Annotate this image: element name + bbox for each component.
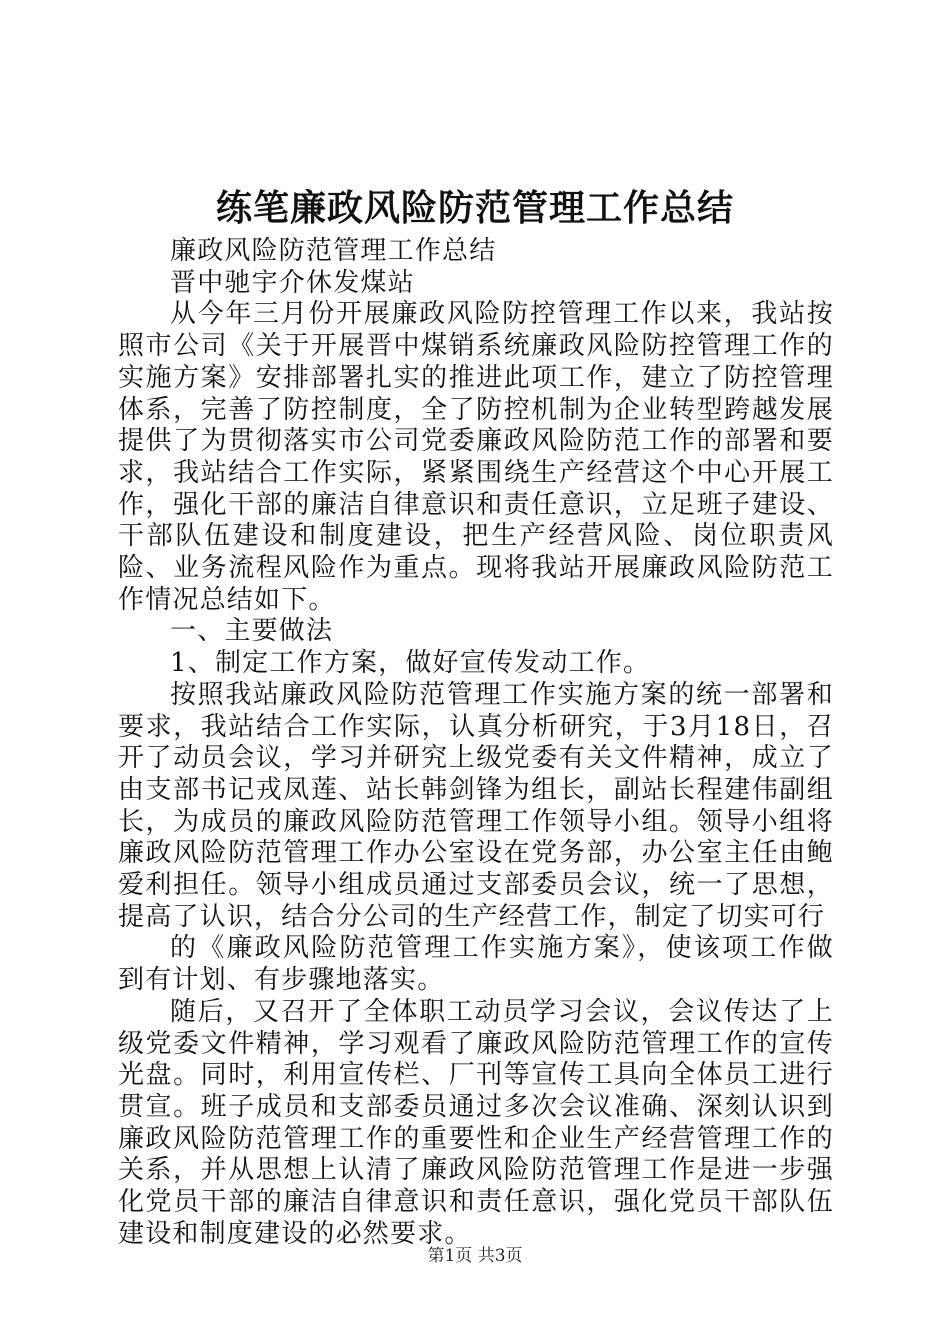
document-title: 练笔廉政风险防范管理工作总结 [215,187,734,229]
paragraph-implementation-plan: 的《廉政风险防范管理工作实施方案》，使该项工作做到有计划、有步骤地落实。 [118,933,834,996]
subsection-heading-work-plan: 1、制定工作方案，做好宣传发动工作。 [170,648,651,679]
paragraph-mobilization-meeting: 随后，又召开了全体职工动员学习会议，会议传达了上级党委文件精神，学习观看了廉政风险防范管理工作的宣传光盘。同时，利用宣传栏、厂刊等宣传工具向全体员工进行贯宣。班子成员和支部委员通过多次会议准确、深刻认识到廉政风险防范管理工作的重要性和企业生产经营管理工作的关系，并从思想上认清了廉政风险防范管理工作是进一步强化党员干部的廉洁自律意识和责任意识，强化党员干部队伍建设和制度建设的必然要求。 [118,996,834,1249]
document-body [118,236,834,1251]
paragraph-work-plan: 按照我站廉政风险防范管理工作实施方案的统一部署和要求，我站结合工作实际，认真分析研究，于3月18日，召开了动员会议，学习并研究上级党委有关文件精神，成立了由支部书记戎凤莲、站长韩剑锋为组长，副站长程建伟副组长，为成员的廉政风险防范管理工作领导小组。领导小组将廉政风险防范管理工作办公室设在党务部，办公室主任由鲍爱利担任。领导小组成员通过支部委员会议，统一了思想，提高了认识，结合分公司的生产经营工作，制定了切实可行 [118,679,834,932]
paragraph-organization: 晋中驰宇介休发煤站 [170,267,415,298]
section-heading-main-methods: 一、主要做法 [170,616,334,647]
paragraph-subtitle: 廉政风险防范管理工作总结 [170,236,497,266]
paragraph-intro: 从今年三月份开展廉政风险防控管理工作以来，我站按照市公司《关于开展晋中煤销系统廉政风险防控管理工作的实施方案》安排部署扎实的推进此项工作，建立了防控管理体系，完善了防控制度，全了防控机制为企业转型跨越发展提供了为贯彻落实市公司党委廉政风险防范工作的部署和要求，我站结合工作实际，紧紧围绕生产经营这个中心开展工作，强化干部的廉洁自律意识和责任意识，立足班子建设、干部队伍建设和制度建设，把生产经营风险、岗位职责风险、业务流程风险作为重点。现将我站开展廉政风险防范工作情况总结如下。 [118,299,834,615]
page-number-footer: 第1页 共3页 [427,1246,523,1266]
